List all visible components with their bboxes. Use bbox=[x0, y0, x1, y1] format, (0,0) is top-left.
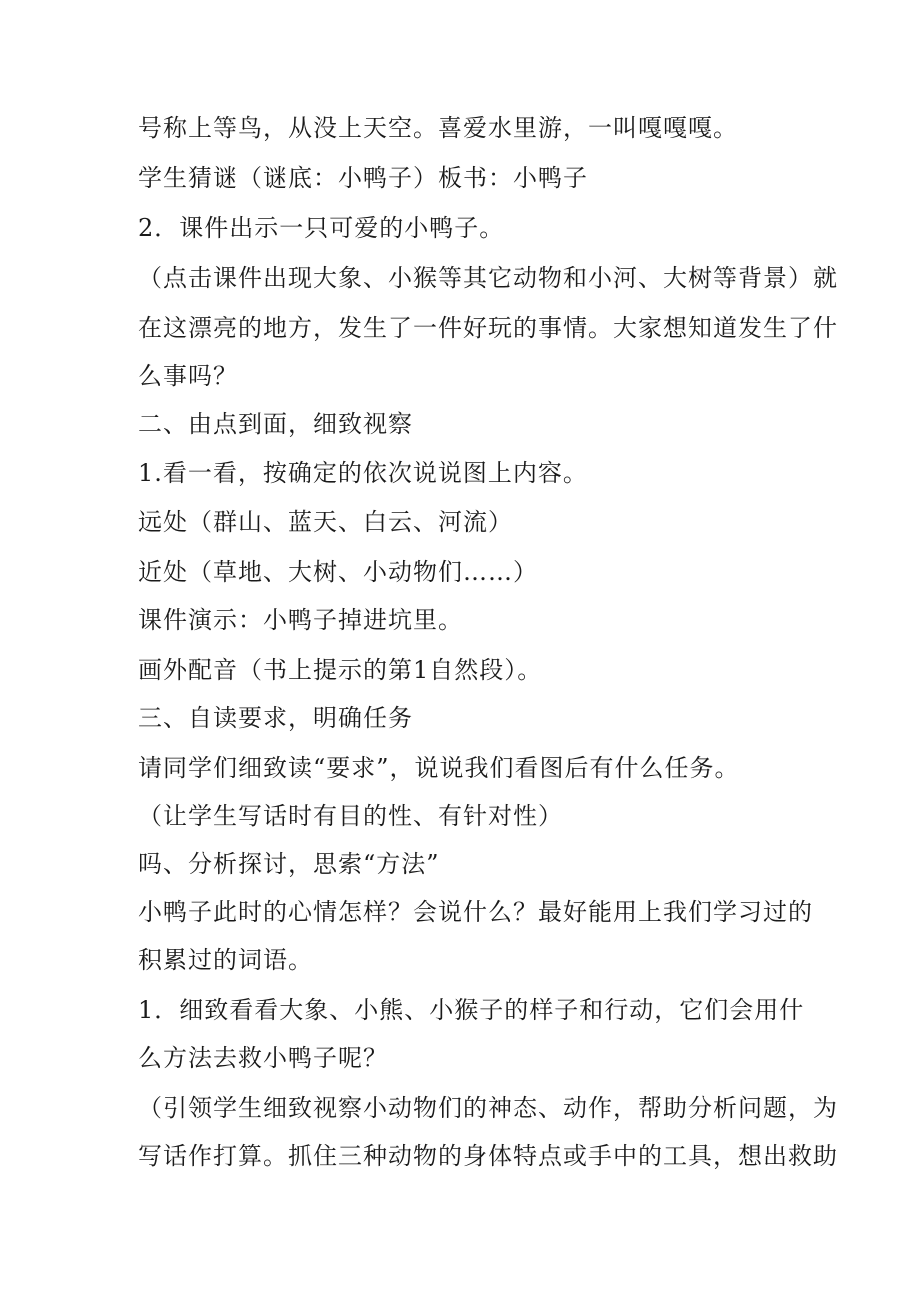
text-line-8: 1.看一看，按确定的依次说说图上内容。 bbox=[138, 459, 588, 487]
text-line-10: 近处（草地、大树、小动物们……） bbox=[138, 558, 538, 586]
text-line-17: 小鸭子此时的心情怎样？会说什么？最好能用上我们学习过的 bbox=[138, 898, 813, 926]
text-line-11: 课件演示：小鸭子掉进坑里。 bbox=[138, 606, 463, 634]
text-line-12: 画外配音（书上提示的第1自然段）。 bbox=[138, 656, 543, 684]
section-heading-2: 二、由点到面，细致视察 bbox=[138, 410, 413, 438]
section-heading-4: 吗、分析探讨，思索“方法” bbox=[138, 850, 440, 878]
text-line-1: 号称上等鸟，从没上天空。喜爱水里游，一叫嘎嘎嘎。 bbox=[138, 114, 738, 142]
text-line-3: 2．课件出示一只可爱的小鸭子。 bbox=[138, 214, 505, 242]
text-line-20: 么方法去救小鸭子呢？ bbox=[138, 1044, 388, 1072]
text-line-5: 在这漂亮的地方，发生了一件好玩的事情。大家想知道发生了什 bbox=[138, 314, 838, 342]
text-line-14: 请同学们细致读“要求”，说说我们看图后有什么任务。 bbox=[138, 754, 740, 782]
text-line-15: （让学生写话时有目的性、有针对性） bbox=[138, 802, 563, 830]
section-heading-3: 三、自读要求，明确任务 bbox=[138, 704, 413, 732]
text-line-2: 学生猜谜（谜底：小鸭子）板书：小鸭子 bbox=[138, 164, 588, 192]
text-line-21: （引领学生细致视察小动物们的神态、动作，帮助分析问题，为 bbox=[138, 1094, 838, 1122]
text-line-9: 远处（群山、蓝天、白云、河流） bbox=[138, 508, 513, 536]
text-line-18: 积累过的词语。 bbox=[138, 946, 313, 974]
text-line-22: 写话作打算。抓住三种动物的身体特点或手中的工具，想出救助 bbox=[138, 1142, 838, 1170]
text-line-19: 1．细致看看大象、小熊、小猴子的样子和行动，它们会用什 bbox=[138, 996, 805, 1024]
text-line-6: 么事吗？ bbox=[138, 362, 238, 390]
text-line-4: （点击课件出现大象、小猴等其它动物和小河、大树等背景）就 bbox=[138, 264, 838, 292]
